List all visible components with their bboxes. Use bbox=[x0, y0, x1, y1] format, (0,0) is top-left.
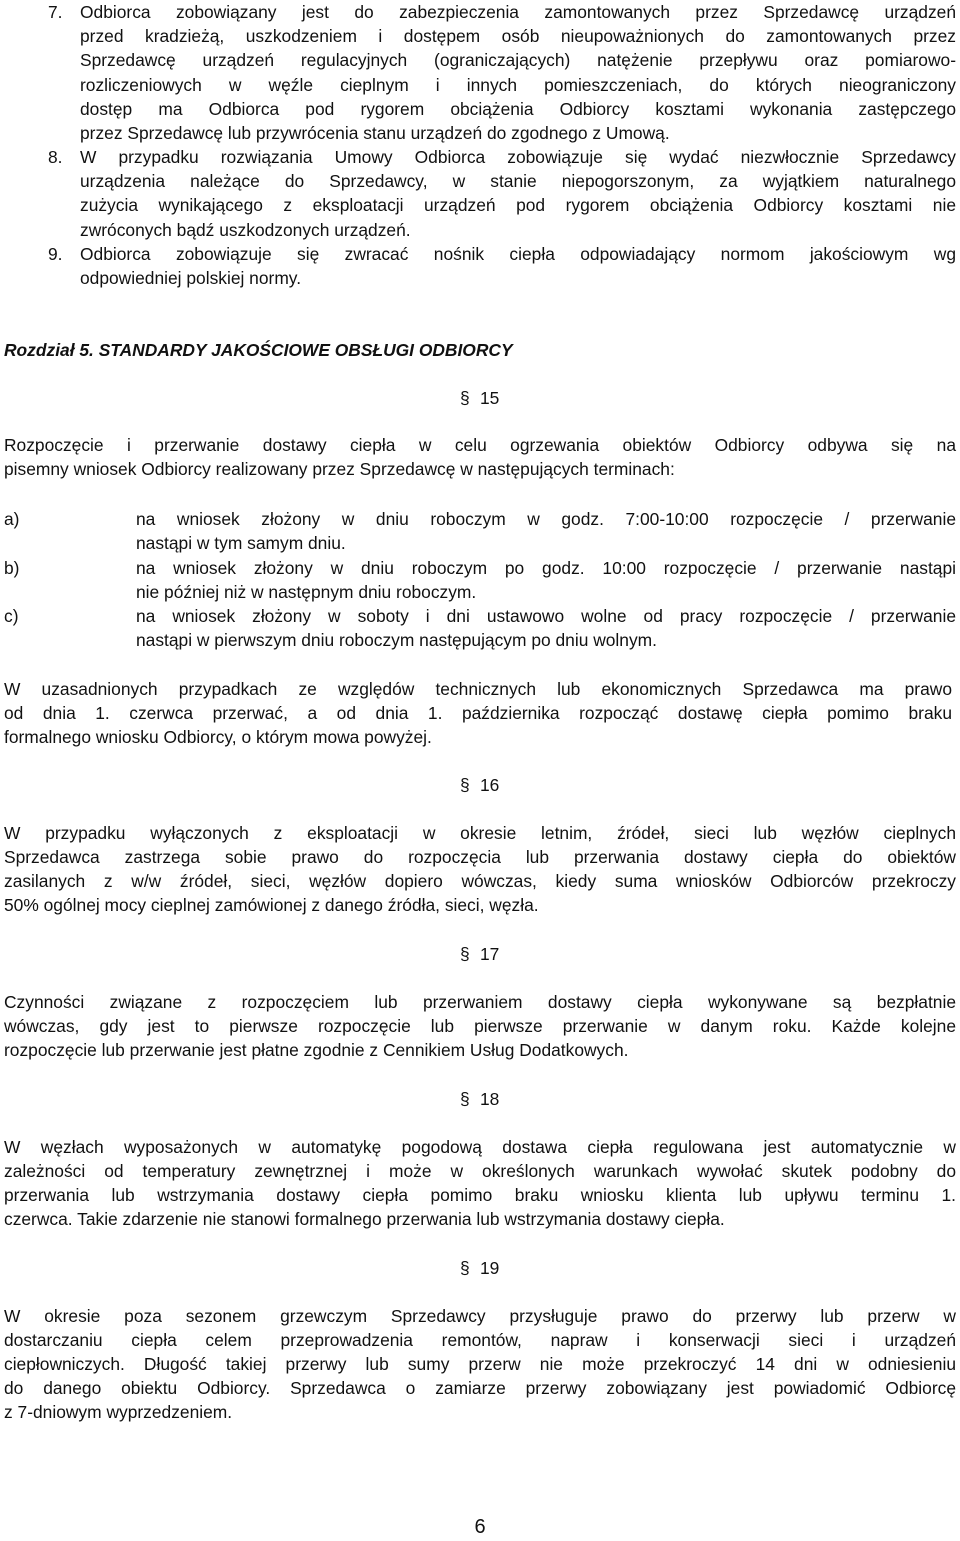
text-line: Sprzedawca zastrzega sobie prawo do rozpoczęcia lub przerwania dostawy ciepła do obiektów bbox=[4, 847, 956, 867]
text-line: W okresie poza sezonem grzewczym Sprzedawcy przysługuje prawo do przerwy lub przerw w bbox=[4, 1306, 956, 1326]
text-line: dostarczaniu ciepła celem przeprowadzenia remontów, napraw i konserwacji sieci i urządzeń bbox=[4, 1330, 956, 1350]
text-line: przed kradzieżą, uszkodzeniem i dostępem osób nieupoważnionych do zamontowanych przez bbox=[80, 26, 956, 47]
page-number: 6 bbox=[474, 1516, 486, 1538]
text-line: zasilanych z w/w źródeł, sieci, węzłów dopiero wówczas, kiedy suma wniosków Odbiorców przekroczy bbox=[4, 871, 956, 891]
text-line: urządzenia należące do Sprzedawcy, w stanie niepogorszonym, za wyjątkiem naturalnego bbox=[80, 171, 956, 192]
text-line: nastąpi w tym samym dniu. bbox=[136, 533, 346, 553]
text-line: na wniosek złożony w dniu roboczym po godz. 10:00 rozpoczęcie / przerwanie nastąpi bbox=[136, 558, 956, 578]
section-18-heading bbox=[460, 1087, 540, 1111]
section-number: 16 bbox=[480, 775, 500, 795]
text-line: Rozpoczęcie i przerwanie dostawy ciepła w celu ogrzewania obiektów Odbiorcy odbywa się na bbox=[4, 435, 956, 455]
text-line: rozpoczęcie lub przerwanie jest płatne zgodnie z Cennikiem Usług Dodatkowych. bbox=[4, 1040, 629, 1060]
section-17-heading bbox=[460, 942, 540, 966]
text-line: przerwania lub wstrzymania dostawy ciepła pomimo braku wniosku klienta lub upływu terminu 1. bbox=[4, 1185, 956, 1205]
text-line: dostęp ma Odbiorca pod rygorem obciążenia Odbiorcy kosztami wykonania zastępczego bbox=[80, 98, 956, 119]
text-line: zwróconych bądź uszkodzonych urządzeń. bbox=[80, 219, 411, 240]
text-line: Czynności związane z rozpoczęciem lub przerwaniem dostawy ciepła wykonywane są bezpłatnie bbox=[4, 992, 956, 1012]
section-symbol: § bbox=[460, 775, 470, 795]
text-line: na wniosek złożony w soboty i dni ustawowo wolne od pracy rozpoczęcie / przerwanie bbox=[136, 606, 956, 626]
text-line: ciepłowniczych. Długość takiej przerwy lub sumy przerw nie może przekroczyć 14 dni w odniesieniu bbox=[4, 1354, 956, 1374]
section-number: 15 bbox=[480, 388, 500, 408]
text-line: formalnego wniosku Odbiorcy, o którym mowa powyżej. bbox=[4, 727, 432, 747]
text-line: z 7-dniowym wyprzedzeniem. bbox=[4, 1402, 233, 1422]
text-line: W przypadku wyłączonych z eksploatacji w okresie letnim, źródeł, sieci lub węzłów cieplnych bbox=[4, 823, 956, 843]
chapter-heading: Rozdział 5. STANDARDY JAKOŚCIOWE OBSŁUGI ODBIORCY bbox=[4, 340, 513, 360]
text-line: 50% ogólnej mocy cieplnej zamówionej z danego źródła, sieci, węzła. bbox=[4, 895, 539, 915]
text-line: przez Sprzedawcę lub przywrócenia stanu urządzeń do zgodnego z Umową. bbox=[80, 123, 670, 143]
text-line: nie później niż w następnym dniu roboczym. bbox=[136, 582, 477, 602]
text-line: na wniosek złożony w dniu roboczym w godz. 7:00-10:00 rozpoczęcie / przerwanie bbox=[136, 509, 956, 529]
text-line: zależności od temperatury zewnętrznej i może w określonych warunkach wywołać skutek podobny do bbox=[4, 1161, 956, 1181]
text-line: pisemny wniosek Odbiorcy realizowany przez Sprzedawcę w następujących terminach: bbox=[4, 459, 675, 479]
item-number: 8. bbox=[48, 147, 63, 167]
text-line: W przypadku rozwiązania Umowy Odbiorca zobowiązuje się wydać niezwłocznie Sprzedawcy bbox=[80, 147, 956, 167]
text-line: zużycia wynikającego z eksploatacji urządzeń pod rygorem obciążenia Odbiorcy kosztami nie bbox=[80, 195, 956, 216]
text-line: Odbiorca zobowiązuje się zwracać nośnik ciepła odpowiadający normom jakościowym wg bbox=[80, 244, 956, 264]
item-number: 7. bbox=[48, 2, 63, 22]
text-line: nastąpi w pierwszym dniu roboczym następującym po dniu wolnym. bbox=[136, 630, 657, 650]
section-number: 17 bbox=[480, 944, 500, 964]
section-symbol: § bbox=[460, 1089, 470, 1109]
section-symbol: § bbox=[460, 1258, 470, 1278]
item-number: 9. bbox=[48, 244, 63, 264]
section-number: 19 bbox=[480, 1258, 500, 1278]
text-line: rozliczeniowych w węźle cieplnym i innych pomieszczeniach, do których nieograniczony bbox=[80, 74, 956, 95]
section-19-heading bbox=[460, 1256, 540, 1280]
list-label: a) bbox=[4, 509, 20, 529]
list-label: c) bbox=[4, 606, 19, 626]
section-number: 18 bbox=[480, 1089, 500, 1109]
text-line: W uzasadnionych przypadkach ze względów technicznych lub ekonomicznych Sprzedawca ma prawo bbox=[4, 679, 952, 699]
section-symbol: § bbox=[460, 944, 470, 964]
text-line: do danego obiektu Odbiorcy. Sprzedawca o zamiarze przerwy zobowiązany jest powiadomić Odbiorcę bbox=[4, 1378, 956, 1398]
text-line: od dnia 1. czerwca przerwać, a od dnia 1. października rozpocząć dostawę ciepła pomimo braku bbox=[4, 703, 952, 723]
text-line: W węzłach wyposażonych w automatykę pogodową dostawa ciepła regulowana jest automatycznie w bbox=[4, 1137, 956, 1157]
text-line: odpowiedniej polskiej normy. bbox=[80, 268, 302, 289]
text-line: Odbiorca zobowiązany jest do zabezpieczenia zamontowanych przez Sprzedawcę urządzeń bbox=[80, 2, 956, 22]
section-symbol: § bbox=[460, 388, 470, 408]
text-line: czerwca. Takie zdarzenie nie stanowi formalnego przerwania lub wstrzymania dostawy ciepła. bbox=[4, 1209, 725, 1229]
text-line: Sprzedawcę urządzeń regulacyjnych (ograniczających) natężenie przepływu oraz pomiarowo- bbox=[80, 50, 956, 71]
section-15-heading bbox=[460, 386, 540, 410]
list-label: b) bbox=[4, 558, 20, 578]
section-16-heading bbox=[460, 773, 540, 797]
text-line: wówczas, gdy jest to pierwsze rozpoczęcie lub pierwsze przerwanie w danym roku. Każde kolejne bbox=[4, 1016, 956, 1036]
